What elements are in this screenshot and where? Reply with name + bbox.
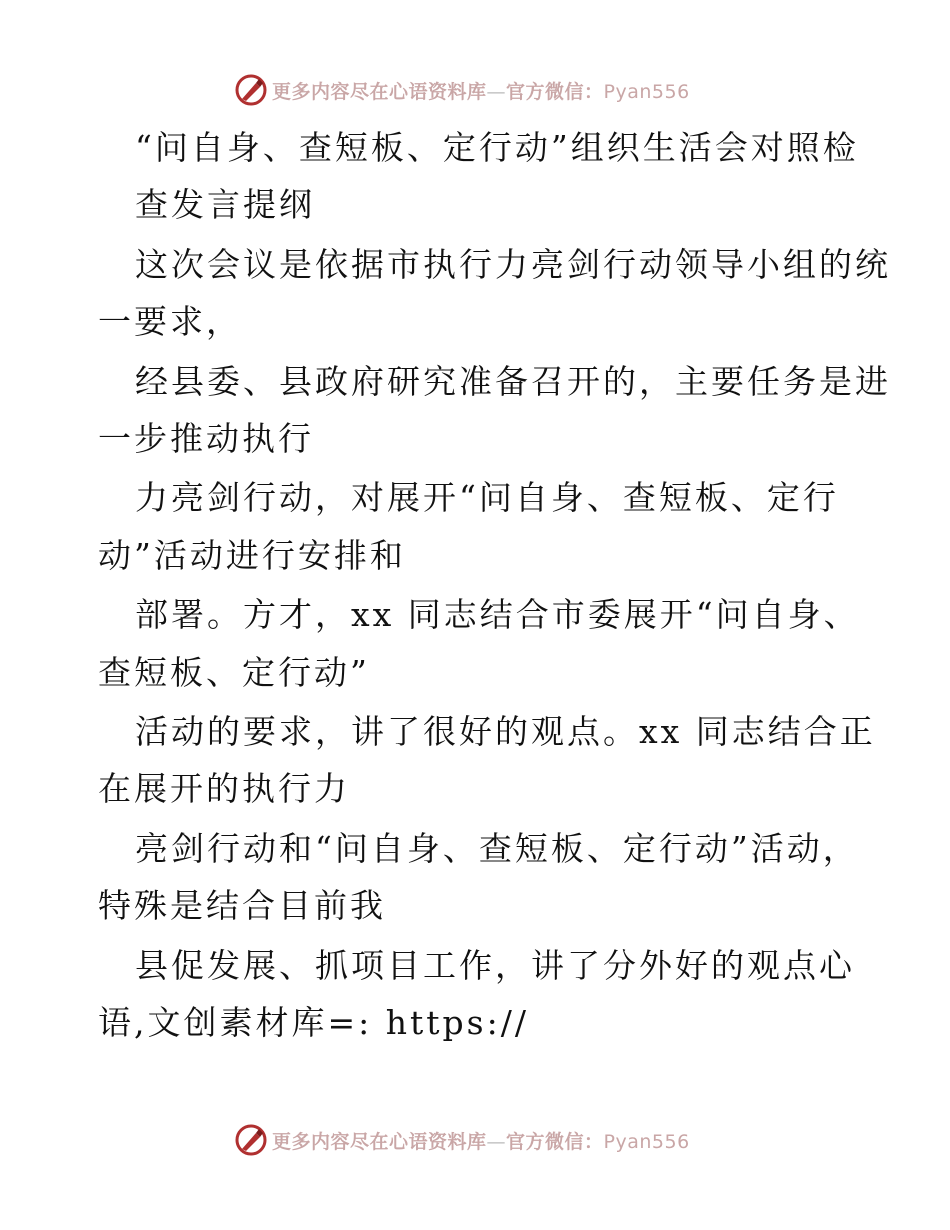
watermark-wechat-id: Pyan556	[603, 1130, 690, 1153]
watermark-wechat-id: Pyan556	[603, 80, 690, 103]
watermark-wechat-label: 官方微信：	[506, 80, 604, 103]
paragraph-line: 力亮剑行动，对展开“问自身、查短板、定行	[135, 478, 839, 517]
paragraph-line: 亮剑行动和“问自身、查短板、定行动”活动，	[135, 829, 859, 868]
paragraph-line: 一步推动执行	[98, 419, 314, 458]
paragraph-line: 这次会议是依据市执行力亮剑行动领导小组的统	[135, 245, 891, 284]
paragraph-line: 语,文创素材库=: https://	[98, 1003, 529, 1042]
watermark-label	[272, 1127, 690, 1154]
paragraph-line: 特殊是结合目前我	[98, 886, 386, 925]
watermark-text: 更多内容尽在心语资料库	[272, 1130, 487, 1153]
document-title-line-1: “问自身、查短板、定行动”组织生活会对照检	[135, 128, 859, 167]
watermark-wechat-label: 官方微信：	[506, 1130, 604, 1153]
paragraph-line: 一要求，	[98, 302, 242, 341]
paragraph-line: 县促发展、抓项目工作，讲了分外好的观点心	[135, 946, 855, 985]
watermark-text: 更多内容尽在心语资料库	[272, 80, 487, 103]
watermark-label	[272, 77, 690, 104]
pen-logo-icon	[234, 1123, 268, 1157]
pen-logo-icon	[234, 73, 268, 107]
paragraph-line: 经县委、县政府研究准备召开的，主要任务是进	[135, 362, 891, 401]
paragraph-line: 动”活动进行安排和	[98, 536, 406, 575]
paragraph-line: 活动的要求，讲了很好的观点。xx 同志结合正	[135, 712, 876, 751]
footer-watermark	[234, 1122, 690, 1158]
paragraph-line: 查短板、定行动”	[98, 653, 370, 692]
paragraph-line: 在展开的执行力	[98, 769, 350, 808]
header-watermark	[234, 72, 690, 108]
watermark-separator: —	[486, 1130, 507, 1153]
watermark-separator: —	[486, 80, 507, 103]
paragraph-line: 部署。方才，xx 同志结合市委展开“问自身、	[135, 595, 860, 634]
document-title-line-2: 查发言提纲	[135, 185, 315, 224]
